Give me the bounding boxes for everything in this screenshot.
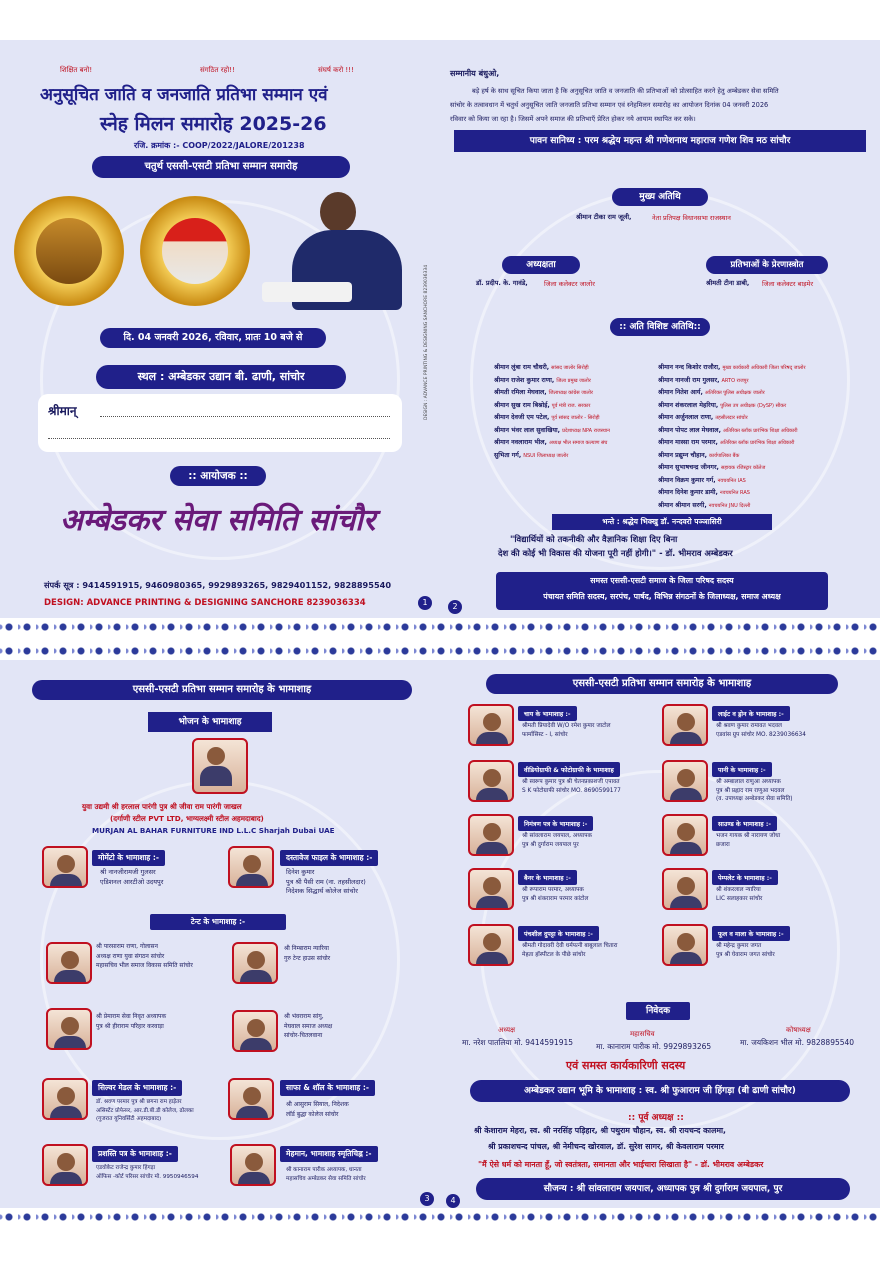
- memento-label: मोमेंटो के भामाशाह :-: [92, 850, 165, 866]
- page-1: [0, 40, 440, 618]
- middle-border-strip-1: [0, 618, 880, 636]
- former-presidents-line2: श्री प्रकाशचन्द पांचल, श्री नेमीचन्द खोरवाल, डॉ. सुरेश सागर, श्री केवलाराम परमार: [488, 1142, 724, 1151]
- special-guests-right: [658, 362, 806, 512]
- page-number-3: 3: [420, 1192, 434, 1206]
- page-4: [440, 660, 880, 1208]
- guest-row: [658, 437, 806, 450]
- guest-role: ARTO राजपुर: [721, 377, 749, 384]
- guest-row: [494, 387, 610, 400]
- page-number-1: 1: [418, 596, 432, 610]
- guest-role: अध्यक्ष भील समाज कल्याण संघ: [548, 440, 608, 446]
- patron-banner: पावन सानिध्य : परम श्रद्धेय महन्त श्री गणेशनाथ महाराज गणेश शिव मठ सांचौर: [454, 130, 866, 152]
- sponsor-title: चाय के भामाशाह :-: [518, 706, 577, 721]
- chief-guest-role: नेता प्रतिपक्ष विधानसभा राजस्थान: [652, 213, 731, 222]
- sponsor-title: पानी के भामाशाह :-: [712, 762, 772, 777]
- bottom-sheet: [0, 660, 880, 1208]
- middle-border-strip-2: [0, 642, 880, 660]
- guest-sponsor-photo: [230, 1144, 276, 1186]
- tent-sponsor-3-text: श्री प्रेमाराम सेवा निवृत अध्यापक पुत्र श्री हीराराम परिहार करवाड़ा: [96, 1013, 167, 1030]
- equality-quote: "मैं ऐसे धर्म को मानता हूँ, जो स्वतंत्रता, समानता और भाईचारा सिखाता है" - डॉ. भीमराव अम्बेडकर: [478, 1160, 764, 1169]
- sponsor-text: श्रीमती प्रियादेवी W/O रमेश कुमार जाटोल फार्मासिस्ट - I, सांचोर: [522, 723, 611, 738]
- sponsor-title: साउण्ड के भामाशाह :-: [712, 816, 777, 831]
- slogan-1: शिक्षित बनो!: [60, 66, 93, 74]
- treasurer-name: मा. जयकिशन भील मो. 9828895540: [740, 1038, 855, 1047]
- courtesy-banner: सौजन्य : श्री सांवलाराम जयपाल, अध्यापक पुत्र श्री दुर्गाराम जयपाल, पुर: [476, 1178, 850, 1200]
- recipient-box[interactable]: [38, 394, 402, 452]
- registration-number: रजि. क्रमांक :- COOP/2022/JALORE/201238: [134, 141, 305, 150]
- guest-role: नवचयनित IAS: [717, 477, 746, 484]
- tent-sponsor-1-text: श्री पारसाराम राणा, गोलासन अध्यक्ष राणा युवा संगठन सांचोर महासचिव भील समाज विकास समिति सांचोर: [96, 943, 193, 969]
- guest-row: [658, 375, 806, 388]
- guest-row: [658, 387, 806, 400]
- invitees-line1: समस्त एससी-एसटी समाज के जिला परिषद सदस्य: [590, 576, 734, 585]
- sponsor-photo: [468, 814, 514, 856]
- invitees-box: [496, 572, 828, 610]
- guest-row: [494, 375, 610, 388]
- sponsors-header-left: एससी-एसटी प्रतिभा सम्मान समारोह के भामाशाह: [32, 680, 412, 700]
- guest-role: मुख्य कार्यकारी अधिकारी जिला परिषद् जालोर: [722, 365, 806, 371]
- president-role: अध्यक्ष: [498, 1026, 516, 1034]
- phule-portrait: [140, 196, 250, 306]
- certificate-label: प्रशस्ति पत्र के भामाशाह :-: [92, 1146, 178, 1162]
- intro-line3: रविवार को किया जा रहा है। जिसमें अपने समाज की प्रतिभाएँ प्रेरित होकर नये आयाम स्थापित कर सके।: [450, 115, 696, 123]
- saafa-label: साफा & शॉल के भामाशाह :-: [280, 1080, 375, 1096]
- sponsor-photo: [468, 924, 514, 966]
- guest-name: श्रीमान नानजी राम गुलसर,: [658, 376, 720, 384]
- sponsor-title: वीडियोग्राफी & फोटोग्राफी के भामाशाह: [518, 762, 620, 777]
- page-3: [0, 660, 440, 1208]
- sponsor-photo: [662, 868, 708, 910]
- sponsor-text: श्री श्रवण कुमार रामावत भदवल एडवांस ग्रुप सांचोर MO. 8239036634: [716, 723, 806, 738]
- former-presidents-label: :: पूर्व अध्यक्ष ::: [628, 1113, 684, 1123]
- sponsor-text: श्री अम्बालाल राणुआ अध्यापक पुत्र श्री प्रह्लाद राम राणुआ भदवल (व. उपाध्यक्ष अम्बेडकर सेवा समिति): [716, 779, 793, 802]
- salutation: सम्मानीय बंधुओ,: [450, 69, 500, 78]
- special-guests-left: [494, 362, 610, 462]
- guest-row: [658, 450, 806, 463]
- sponsor-title: निमंत्रण पत्र के भामाशाह :-: [518, 816, 593, 831]
- sponsor-photo: [468, 760, 514, 802]
- appeal-label: निवेदक: [626, 1002, 690, 1020]
- guest-name: श्रीमान शंकरलाल मेहरिया,: [658, 401, 719, 409]
- sponsor-text: श्रीमती गोदावरी देवी धर्मपत्नी बाबूलाल चितारा मेहता हॉस्पीटल के पीछे सांचोर: [522, 943, 618, 958]
- guest-role: अतिरिक्त पुलिस अधीक्षक जालोर: [704, 390, 765, 396]
- guest-name: श्रीमान दिनेश कुमार डामी,: [658, 489, 718, 496]
- sponsor-title: लाईट व ड्रोन के भामाशाह :-: [712, 706, 790, 721]
- special-guests-label: :: अति विशिष्ट अतिथि::: [610, 318, 710, 336]
- intro-line1: बड़े हर्ष के साथ सूचित किया जाता है कि अनुसूचित जाति व जनजाति की प्रतिभाओं को प्रोत्साहित करने हेतु अम्बेडकर सेवा समिति: [472, 87, 779, 95]
- guest-role: जिला प्रमुख जालोर: [556, 377, 591, 384]
- sponsor-title: फूल व माला के भामाशाह :-: [712, 926, 790, 941]
- sponsor-title: पंचशील दुपट्टा के भामाशाह :-: [518, 926, 599, 941]
- slogan-2: संगठित रहो!!: [200, 66, 235, 74]
- guest-role: तहसीलदार सांचोर: [715, 415, 748, 421]
- land-donor: अम्बेडकर उद्यान भूमि के भामाशाह : स्व. श्री फुआराम जी हिंगड़ा (बी ढाणी सांचौर): [470, 1080, 850, 1102]
- guest-role: अतिरिक्त ब्लॉक प्रारंभिक शिक्षा अधिकारी: [722, 427, 798, 434]
- guest-name: श्रीमान पोपट लाल मेघवाल,: [658, 426, 721, 434]
- president-label: अध्यक्षता: [502, 256, 580, 274]
- intro-line2: सांचोर के तत्वावधान में चतुर्थ अनुसूचित जाति जनजाति प्रतिभा सम्मान एवं स्नेहमिलन समारोह का आयोजन दिनांक 04 जनवरी 2026: [450, 101, 769, 109]
- guest-role: सहायक रजिस्ट्रार कॉलेज: [720, 465, 766, 471]
- sponsor-photo: [662, 814, 708, 856]
- organizer-label: :: आयोजक ::: [170, 466, 266, 486]
- design-credit: DESIGN: ADVANCE PRINTING & DESIGNING SANCHORE 8239036334: [44, 598, 366, 608]
- inspiration-label: प्रतिभाओं के प्रेरणास्त्रोत: [706, 256, 828, 274]
- guest-row: [658, 412, 806, 425]
- sponsor-text: श्री महेन्द्र कुमार जगत पुत्र श्री घेवाराम जगत सांचोर: [716, 943, 775, 958]
- guest-row: [658, 425, 806, 438]
- guest-role: जिलाध्यक्ष कांग्रेस जालोर: [548, 390, 593, 396]
- guest-name: श्रीमान नवलाराम भील,: [494, 439, 547, 446]
- bottom-border-strip: [0, 1208, 880, 1226]
- guest-row: [658, 487, 806, 500]
- sponsor-photo: [662, 924, 708, 966]
- guest-name: श्रीमान श्रीमान सरगी,: [658, 501, 707, 509]
- guest-role: अतिरिक्त ब्लॉक प्रारंभिक शिक्षा अधिकारी: [719, 440, 795, 446]
- sponsor-photo: [468, 868, 514, 910]
- guest-name: श्रीमान राजेश कुमार राणा,: [494, 376, 555, 384]
- saafa-sponsor-photo: [228, 1078, 274, 1120]
- tent-sponsor-2-text: श्री निम्बाराम न्यारिया गुरु टेन्ट हाउस सांचोर: [284, 945, 331, 962]
- sponsor-photo: [662, 760, 708, 802]
- guest-role: सांसद जालोर सिरोही: [551, 365, 589, 371]
- guest-name: श्रीमान लुंबा राम चौधरी,: [494, 364, 550, 371]
- tent-sponsor-2-photo: [232, 942, 278, 984]
- ambedkar-portrait: [262, 186, 412, 316]
- chief-guest-label: मुख्य अतिथि: [612, 188, 708, 206]
- contact-numbers: संपर्क सूत्र : 9414591915, 9460980365, 9929893265, 9829401152, 9828895540: [44, 580, 392, 590]
- guest-role: नवचयनित JNU दिल्ली: [708, 502, 751, 509]
- sponsor-text: श्री स्वरूप कुमार पुत्र श्री चेतनप्रकाशजी एपावत S K फोटोग्राफी सांचोर MO. 8690599177: [522, 779, 621, 794]
- guest-row: [494, 437, 610, 450]
- guest-name: श्रीमान अर्जुनलाल राणा,: [658, 414, 714, 421]
- sponsor-title: बैनर के भामाशाह :-: [518, 870, 577, 885]
- silver-sponsor-photo: [42, 1078, 88, 1120]
- guest-row: [658, 400, 806, 413]
- memento-text: श्री नानजीरामजी गुलसर एडिशनल आरटीओ उदयपुर: [100, 868, 164, 886]
- silver-text: डॉ. श्रवण परमार पुत्र श्री छगना राम हाड़ेतर असिस्टेंट प्रोफेसर, आर.डी.बी.डी कोलेज, ढोलका (गुजरात यूनिवर्सिटी अहमदाबाद): [96, 1099, 194, 1122]
- secretary-role: महासचिव: [630, 1030, 655, 1038]
- guest-role: प्रदेशाध्यक्ष NPA राजस्थान: [562, 427, 610, 434]
- buddha-portrait: [14, 196, 124, 306]
- file-label: दस्तावेज फाइल के भामाशाह :-: [280, 850, 378, 866]
- guest-name: श्रीमती रमिला मेघवाल,: [494, 389, 547, 396]
- guest-row: [494, 425, 610, 438]
- guest-role: NSUI जिलाध्यक्ष जालोर: [523, 452, 569, 459]
- guest-row: [658, 362, 806, 375]
- guest-role: पुलिस उप अधीक्षक (DySP) सीकर: [720, 402, 787, 409]
- recipient-label: श्रीमान्: [48, 404, 77, 418]
- food-sponsor-label: भोजन के भामाशाह: [148, 712, 272, 732]
- guest-name: श्रीमान सुभाषचन्द्र जीनगर,: [658, 464, 719, 471]
- tent-sponsor-1-photo: [46, 942, 92, 984]
- guest-name: श्रीमान भंवर लाल सुवाखिया,: [494, 426, 561, 434]
- sponsor-text: भजन गायक श्री नारायण जोधा छजारा: [716, 833, 781, 848]
- food-sponsor-line1: युवा उद्यमी श्री हरलाल पारंगी पुत्र श्री जीवा राम पारंगी जाखल: [82, 802, 242, 811]
- guest-name: श्रीमान प्रद्युम्न चौहान,: [658, 451, 708, 459]
- guest-row: [494, 450, 610, 463]
- food-sponsor-photo: [192, 738, 248, 794]
- secretary-name: मा. कानाराम पारीक मो. 9929893265: [596, 1042, 712, 1051]
- file-sponsor-photo: [228, 846, 274, 888]
- certificate-text: एडवोकेट राजेन्द्र कुमार हिंगड़ा ऑफिस -कोर्ट परिसर सांचोर मो. 9950946594: [96, 1165, 199, 1180]
- president-name: डॉ. प्रदीप. के. गावंडे,: [476, 279, 528, 287]
- guest-text: श्री कानाराम पारीक अध्यापक, धानता महासचिव अम्बेडकर सेवा समिति सांचोर: [286, 1167, 366, 1182]
- saafa-text: श्री आसुराम सियाल, निदेशक लॉर्ड बुद्धा कोलेज सांचोर: [286, 1101, 349, 1118]
- slogan-3: संघर्ष करो !!!: [318, 66, 354, 74]
- guest-name: श्रीमान मास्सा राम परमार,: [658, 439, 718, 446]
- event-venue: स्थल : अम्बेडकर उद्यान बी. ढाणी, सांचोर: [96, 365, 346, 389]
- food-sponsor-line2: (दर्गाणी स्टील PVT LTD, भाग्यलक्ष्मी स्टील अहमदाबाद): [110, 814, 264, 823]
- quote-line1: "विद्यार्थियों को तकनीकी और वैज्ञानिक शिक्षा दिए बिना: [510, 534, 678, 544]
- guest-role: कार्यपालिका बैंक: [709, 452, 740, 459]
- tent-sponsor-4-photo: [232, 1010, 278, 1052]
- guest-row: [658, 500, 806, 513]
- guest-name: श्रीमान विक्रम कुमार गर्ग,: [658, 476, 716, 484]
- page-number-4: 4: [446, 1194, 460, 1208]
- guest-row: [658, 475, 806, 488]
- memento-sponsor-photo: [42, 846, 88, 888]
- event-date: दि. 04 जनवरी 2026, रविवार, प्रातः 10 बजे से: [100, 328, 326, 348]
- guest-role: पूर्व सांसद जालोर - सिरोही: [551, 415, 600, 421]
- food-sponsor-line3: MURJAN AL BAHAR FURNITURE IND L.L.C Sharjah Dubai UAE: [92, 826, 335, 835]
- chief-guest-name: श्रीमान टीका राम जूली,: [576, 213, 632, 221]
- sponsor-text: श्री रूपाराम परमार, अध्यापक पुत्र श्री शंकराराम परमार कांटोल: [522, 887, 589, 902]
- sponsor-title: पेम्पलेट के भामाशाह :-: [712, 870, 778, 885]
- sponsor-photo: [468, 704, 514, 746]
- page-number-2: 2: [448, 600, 462, 614]
- event-title-line1: अनुसूचित जाति व जनजाति प्रतिभा सम्मान एवं: [40, 85, 328, 105]
- certificate-sponsor-photo: [42, 1144, 88, 1186]
- tent-sponsor-3-photo: [46, 1008, 92, 1050]
- tent-sponsor-4-text: श्री भंवराराम सांगु, मेघवाल समाज अध्यक्ष सांचोर-चितलवाना: [284, 1013, 333, 1039]
- vertical-credit: DESIGN : ADVANCE PRINTING & DESIGNING SANCHORE 8239036334: [424, 264, 429, 420]
- monk-guest: भन्ते : श्रद्धेय भिक्खु डॉ. नन्दवरो पञ्ञासिरी: [552, 514, 772, 530]
- executive-members: एवं समस्त कार्यकारिणी सदस्य: [566, 1059, 686, 1072]
- guest-name: श्रीमान नन्द किशोर राजौरा,: [658, 364, 721, 371]
- guest-name: श्रीमान नितेश आर्य,: [658, 389, 703, 396]
- invitees-line2: पंचायत समिति सदस्य, सरपंच, पार्षद, विभिन्न संगठनों के जिलाध्यक्ष, समाज अध्यक्ष: [543, 592, 781, 601]
- silver-label: सिल्वर मेडल के भामाशाह :-: [92, 1080, 182, 1096]
- president-name: मा. नरेश पातलिया मो. 9414591915: [462, 1038, 574, 1047]
- file-text: दिनेश कुमार पुत्र श्री पैसी राम (ना. तहसीलदार) निदेशक सिद्धार्थ कोलेज सांचोर: [286, 868, 366, 895]
- sponsors-header-right: एससी-एसटी प्रतिभा सम्मान समारोह के भामाशाह: [486, 674, 838, 694]
- sponsor-text: श्री शंकरलाल न्यारिया LIC सलाहकार सांचोर: [716, 887, 763, 902]
- guest-name: श्रीमान देवजी एम पटेल,: [494, 414, 550, 421]
- guest-row: [658, 462, 806, 475]
- subtitle-banner: चतुर्थ एससी-एसटी प्रतिभा सम्मान समारोह: [92, 156, 350, 178]
- quote-line2: देश की कोई भी विकास की योजना पूरी नहीं होगी।" - डॉ. भीमराव अम्बेडकर: [498, 548, 733, 558]
- top-sheet: [0, 40, 880, 618]
- former-presidents-line1: श्री केशाराम मेहरा, स्व. श्री नरसिंह पड़िहार, श्री पथुराम चौहान, स्व. श्री रायचन्द कालमा,: [474, 1126, 727, 1135]
- inspiration-role: जिला कलेक्टर बाड़मेर: [762, 279, 814, 288]
- guest-row: [494, 400, 610, 413]
- sponsor-text: श्री सांवलाराम जयपाल, अध्यापक पुत्र श्री दुर्गाराम जयपाल पुर: [522, 833, 592, 848]
- guest-name: सुभिता गर्ग,: [494, 451, 522, 459]
- president-role: जिला कलेक्टर जालोर: [544, 279, 595, 288]
- guest-name: श्रीमान सुख राम बिश्नोई,: [494, 401, 550, 409]
- guest-row: [494, 412, 610, 425]
- treasurer-role: कोषाध्यक्ष: [786, 1026, 811, 1034]
- guest-label: मेहमान, भामाशाह स्मृतिचिह्न :-: [280, 1146, 378, 1162]
- event-title-line2: स्नेह मिलन समारोह 2025-26: [100, 113, 327, 135]
- tent-label: टेन्ट के भामाशाह :-: [150, 914, 286, 930]
- guest-role: नवचयनित RAS: [719, 490, 750, 496]
- sponsor-photo: [662, 704, 708, 746]
- guest-role: पूर्व मंत्री राज. सरकार: [551, 402, 591, 409]
- page-2: [440, 40, 880, 618]
- inspiration-name: श्रीमती टीना डाबी,: [706, 279, 750, 287]
- organizer-name: अम्बेडकर सेवा समिति सांचौर: [60, 503, 376, 538]
- guest-row: [494, 362, 610, 375]
